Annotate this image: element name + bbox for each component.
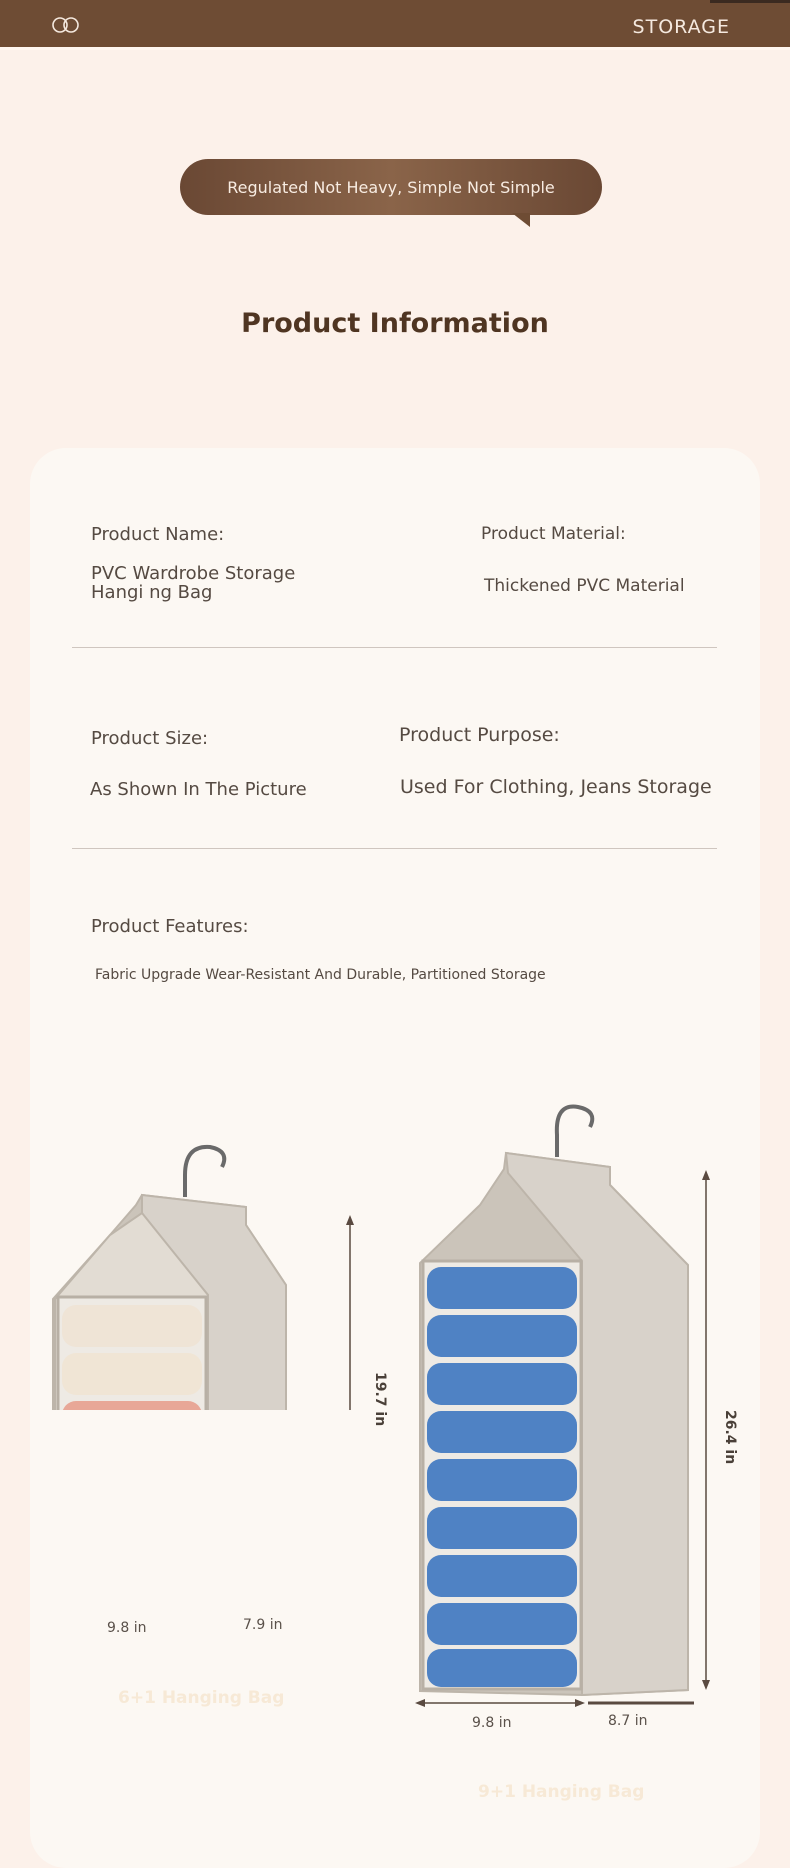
- large-hanging-bag-illustration: [410, 1095, 715, 1715]
- interlocking-rings-icon: [50, 16, 82, 34]
- product-name-value: PVC Wardrobe Storage Hangi ng Bag: [91, 563, 296, 603]
- small-bag-shelf: [62, 1305, 202, 1347]
- large-bag-shelf: [427, 1459, 577, 1501]
- product-purpose-value: Used For Clothing, Jeans Storage: [400, 776, 712, 798]
- large-bag-shelf: [427, 1649, 577, 1687]
- top-bar: [0, 0, 790, 50]
- brand-name: STORAGE: [632, 16, 730, 38]
- large-bag-caption: 9+1 Hanging Bag: [478, 1782, 645, 1802]
- large-bag-shelf: [427, 1363, 577, 1405]
- large-bag-shelf: [427, 1315, 577, 1357]
- top-bar-accent: [710, 0, 790, 3]
- small-bag-caption: 6+1 Hanging Bag: [118, 1688, 285, 1708]
- slogan-banner: [180, 159, 602, 215]
- small-bag-height: 19.7 in: [372, 1372, 388, 1427]
- product-material-value: Thickened PVC Material: [484, 576, 685, 596]
- product-name-label: Product Name:: [91, 524, 225, 545]
- divider: [72, 848, 717, 849]
- small-hanging-bag-illustration: [50, 1135, 360, 1410]
- small-bag-shelves: [62, 1305, 202, 1410]
- product-material-label: Product Material:: [481, 524, 626, 544]
- large-bag-shelves: [427, 1267, 577, 1687]
- large-bag-shelf: [427, 1555, 577, 1597]
- product-features-value: Fabric Upgrade Wear-Resistant And Durable, Partitioned Storage: [95, 967, 546, 983]
- slogan-bubble-tail: [512, 213, 530, 227]
- large-bag-shelf: [427, 1411, 577, 1453]
- divider: [72, 647, 717, 648]
- small-bag-shelf: [62, 1401, 202, 1410]
- large-bag-shelf: [427, 1603, 577, 1645]
- product-features-label: Product Features:: [91, 916, 249, 937]
- product-size-value: As Shown In The Picture: [90, 779, 307, 800]
- small-bag-depth: 7.9 in: [243, 1617, 283, 1633]
- large-bag-shelf: [427, 1267, 577, 1309]
- product-size-label: Product Size:: [91, 728, 209, 749]
- large-bag-width: 9.8 in: [472, 1715, 512, 1731]
- small-bag-width: 9.8 in: [107, 1620, 147, 1636]
- small-bag-shelf: [62, 1353, 202, 1395]
- large-bag-shelf: [427, 1507, 577, 1549]
- large-bag-depth: 8.7 in: [608, 1713, 648, 1729]
- slogan-text: Regulated Not Heavy, Simple Not Simple: [227, 177, 555, 197]
- section-title: Product Information: [241, 308, 549, 339]
- large-bag-height: 26.4 in: [722, 1410, 738, 1465]
- product-purpose-label: Product Purpose:: [399, 724, 560, 746]
